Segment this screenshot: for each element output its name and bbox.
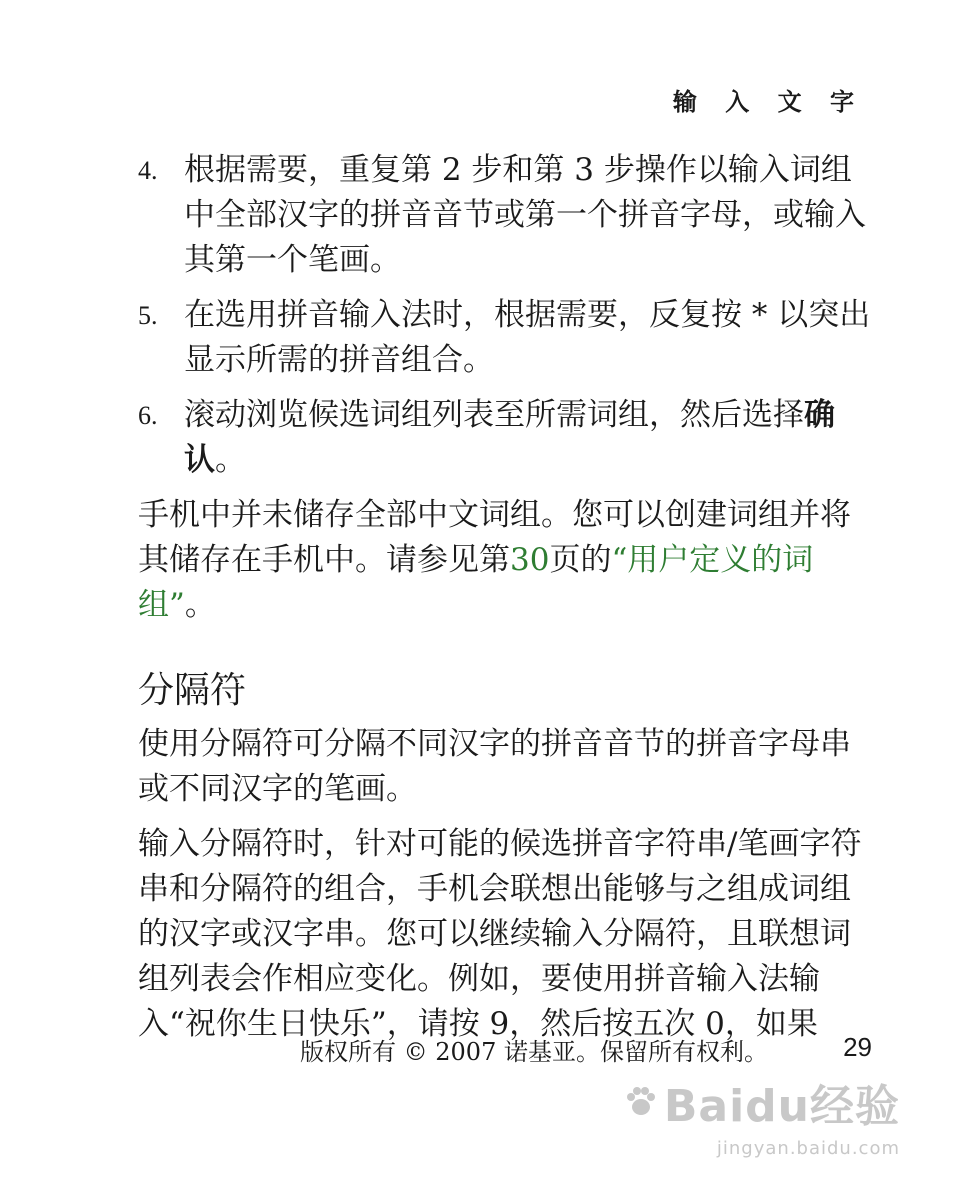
watermark-logo	[624, 1070, 900, 1134]
step-item-5	[138, 293, 878, 383]
note-text-mid: 页的	[549, 542, 612, 578]
section-heading: 分隔符	[138, 670, 247, 711]
step-text: 根据需要，重复第 2 步和第 3 步操作以输入词组中全部汉字的拼音音节或第一个拼音字母，或输入其第一个笔画。	[184, 152, 866, 278]
step-text: 滚动浏览候选词组列表至所需词组，然后选择	[184, 397, 804, 433]
paw-icon	[624, 1085, 658, 1119]
copyright-footer: 版权所有 © 2007 诺基亚。保留所有权利。	[300, 1038, 768, 1066]
confirm-keyword: 确认	[184, 397, 835, 478]
step-text: 在选用拼音输入法时，根据需要，反复按 * 以突出显示所需的拼音组合。	[184, 297, 871, 378]
page-number: 29	[843, 1032, 872, 1062]
step-number: 5.	[138, 301, 158, 330]
step-number: 6.	[138, 401, 158, 430]
watermark-url: jingyan.baidu.com	[716, 1138, 900, 1159]
section-paragraph-2: 输入分隔符时，针对可能的候选拼音字符串/笔画字符串和分隔符的组合，手机会联想出能够与之组成词组的汉字或汉字串。您可以继续输入分隔符，且联想词组列表会作相应变化。例如，要使用拼音输入法输入“祝你生日快乐”，请按 9，然后按五次 0，如果	[138, 826, 862, 1042]
page-reference-link[interactable]: 30	[510, 542, 550, 578]
step-item-6	[138, 393, 878, 483]
note-paragraph	[138, 493, 878, 628]
baidu-watermark	[624, 1070, 900, 1159]
running-header: 输 入 文 字	[672, 88, 864, 116]
watermark-logo-text: Baidu经验	[663, 1081, 900, 1132]
step-number: 4.	[138, 156, 158, 185]
page-content	[138, 148, 878, 1057]
step-item-4	[138, 148, 878, 283]
note-text: 手机中并未储存全部中文词组。您可以创建词组并将其储存在手机中。请参见第	[138, 497, 851, 578]
user-defined-phrases-link[interactable]: “用户定义的词组”	[138, 542, 814, 623]
step-text-end: 。	[215, 442, 246, 478]
section-paragraph-1: 使用分隔符可分隔不同汉字的拼音音节的拼音字母串或不同汉字的笔画。	[138, 726, 851, 807]
note-text-end: 。	[184, 587, 216, 623]
